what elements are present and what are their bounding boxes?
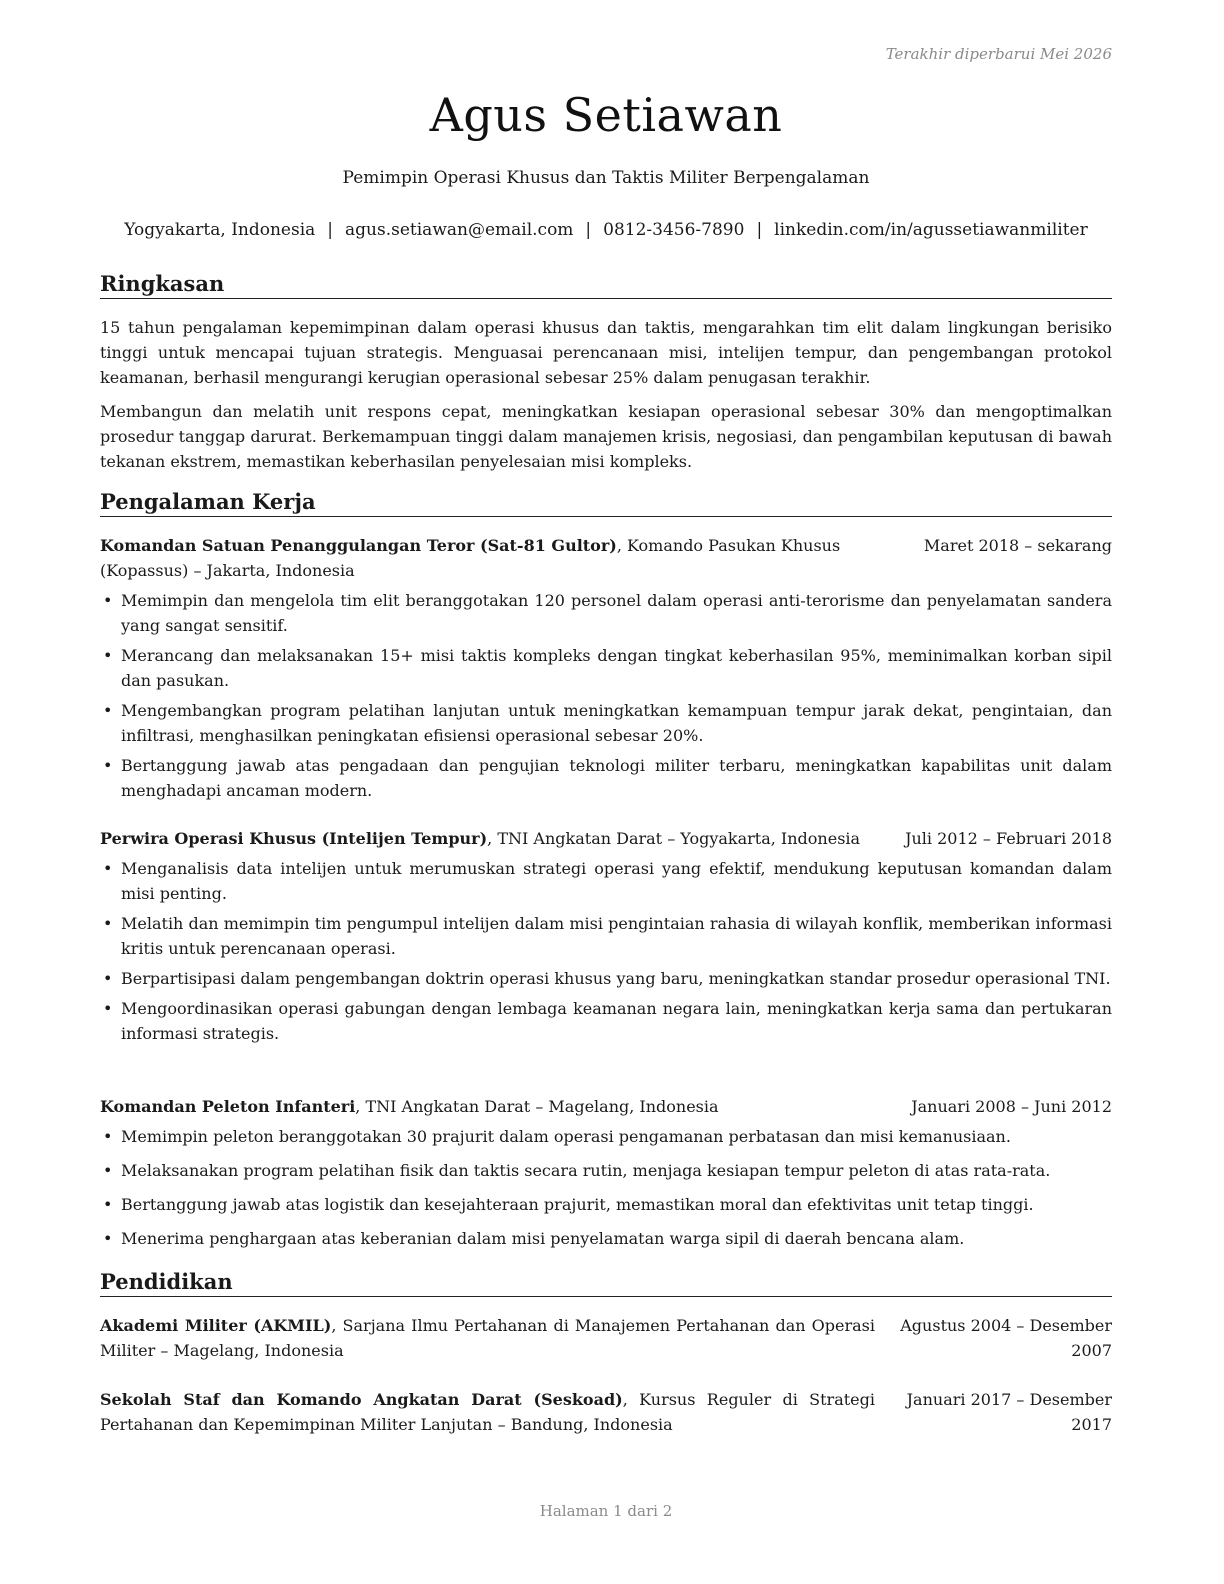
contact-phone: 0812-3456-7890 — [603, 220, 745, 240]
job-date: Juli 2012 – Februari 2018 — [905, 829, 1112, 848]
contact-line — [90, 220, 1122, 240]
contact-separator: | — [327, 220, 334, 240]
bullet-text: Bertanggung jawab atas logistik dan kesejahteraan prajurit, memastikan moral dan efektivitas unit tetap tinggi. — [121, 1195, 1034, 1214]
bullet-text: Menganalisis data intelijen untuk merumuskan strategi operasi yang efektif, mendukung keputusan komandan dalam misi penting. — [121, 859, 1112, 903]
summary-paragraph: 15 tahun pengalaman kepemimpinan dalam operasi khusus dan taktis, mengarahkan tim elit dalam lingkungan berisiko tinggi untuk mencapai tujuan strategis. Menguasai perencanaan misi, intelijen tempur, dan pengembangan protokol keamanan, berhasil mengurangi kerugian operasional sebesar 25% dalam penugasan terakhir. — [100, 318, 1112, 387]
contact-separator: | — [585, 220, 592, 240]
bullet-text: Melaksanakan program pelatihan fisik dan taktis secara rutin, menjaga kesiapan tempur peleton di atas rata-rata. — [121, 1161, 1051, 1180]
contact-location: Yogyakarta, Indonesia — [124, 220, 316, 240]
job-role: Komandan Satuan Penanggulangan Teror (Sat-81 Gultor) — [100, 536, 617, 555]
job-date: Maret 2018 – sekarang — [923, 536, 1112, 555]
resume-page — [100, 0, 1112, 1584]
contact-email[interactable]: agus.setiawan@email.com — [345, 220, 574, 240]
education-text — [100, 1313, 875, 1363]
education-date: Agustus 2004 – Desember 2007 — [900, 1316, 1112, 1360]
bullet-icon: • — [103, 646, 113, 665]
job-bullets — [100, 1124, 1112, 1260]
page-number: Halaman 1 dari 2 — [539, 1502, 673, 1520]
bullet-icon: • — [103, 969, 113, 988]
job-organization: , TNI Angkatan Darat – Yogyakarta, Indonesia — [487, 829, 861, 848]
list-item — [100, 643, 1112, 693]
bullet-text: Memimpin peleton beranggotakan 30 prajurit dalam operasi pengamanan perbatasan dan misi kemanusiaan. — [121, 1127, 1011, 1146]
job-role: Perwira Operasi Khusus (Intelijen Tempur) — [100, 829, 488, 848]
education-text — [100, 1387, 875, 1437]
candidate-tagline: Pemimpin Operasi Khusus dan Taktis Militer Berpengalaman — [342, 168, 870, 188]
education-school: Akademi Militer (AKMIL) — [100, 1316, 332, 1335]
last-updated: Terakhir diperbarui Mei 2026 — [885, 45, 1112, 63]
bullet-text: Melatih dan memimpin tim pengumpul intelijen dalam misi pengintaian rahasia di wilayah konflik, memberikan informasi kritis untuk perencanaan operasi. — [121, 914, 1112, 958]
job-header — [100, 826, 1112, 851]
job-organization: , TNI Angkatan Darat – Magelang, Indonesia — [355, 1097, 719, 1116]
bullet-text: Mengoordinasikan operasi gabungan dengan lembaga keamanan negara lain, meningkatkan kerja sama dan pertukaran informasi strategis. — [121, 999, 1112, 1043]
list-item — [100, 1226, 1112, 1251]
bullet-text: Berpartisipasi dalam pengembangan doktrin operasi khusus yang baru, meningkatkan standar prosedur operasional TNI. — [121, 969, 1111, 988]
job-organization: , Komando Pasukan Khusus (Kopassus) – Jakarta, Indonesia — [100, 536, 841, 580]
contact-linkedin[interactable]: linkedin.com/in/agussetiawanmiliter — [774, 220, 1088, 240]
list-item — [100, 588, 1112, 638]
bullet-icon: • — [103, 756, 113, 775]
bullet-icon: • — [103, 859, 113, 878]
job-header — [100, 1094, 1112, 1119]
bullet-text: Memimpin dan mengelola tim elit beranggotakan 120 personel dalam operasi anti-terorisme dan penyelamatan sandera yang sangat sensitif. — [121, 591, 1112, 635]
bullet-text: Bertanggung jawab atas pengadaan dan pengujian teknologi militer terbaru, meningkatkan kapabilitas unit dalam menghadapi ancaman modern. — [121, 756, 1112, 800]
job-bullets — [100, 588, 1112, 808]
list-item — [100, 856, 1112, 906]
list-item — [100, 996, 1112, 1046]
job-role: Komandan Peleton Infanteri — [100, 1097, 356, 1116]
bullet-icon: • — [103, 1229, 113, 1248]
education-school: Sekolah Staf dan Komando Angkatan Darat (Seskoad) — [100, 1390, 623, 1409]
bullet-icon: • — [103, 914, 113, 933]
bullet-icon: • — [103, 1161, 113, 1180]
bullet-icon: • — [103, 999, 113, 1018]
contact-separator: | — [756, 220, 763, 240]
job-date: Januari 2008 – Juni 2012 — [911, 1097, 1112, 1116]
section-title-education: Pendidikan — [100, 1268, 1112, 1297]
list-item — [100, 1192, 1112, 1217]
list-item — [100, 1158, 1112, 1183]
candidate-name: Agus Setiawan — [429, 88, 783, 142]
list-item — [100, 698, 1112, 748]
education-item — [100, 1313, 1112, 1363]
section-title-experience: Pengalaman Kerja — [100, 488, 1112, 517]
section-title-summary: Ringkasan — [100, 270, 1112, 299]
education-detail: , Kursus Reguler di Strategi Pertahanan dan Kepemimpinan Militer Lanjutan – Bandung, Indonesia — [100, 1390, 876, 1434]
list-item — [100, 753, 1112, 803]
bullet-icon: • — [103, 701, 113, 720]
summary-paragraph: Membangun dan melatih unit respons cepat, meningkatkan kesiapan operasional sebesar 30% dan mengoptimalkan prosedur tanggap darurat. Berkemampuan tinggi dalam manajemen krisis, negosiasi, dan pengambilan keputusan di bawah tekanan ekstrem, memastikan keberhasilan penyelesaian misi kompleks. — [100, 402, 1112, 471]
bullet-icon: • — [103, 1195, 113, 1214]
bullet-text: Merancang dan melaksanakan 15+ misi taktis kompleks dengan tingkat keberhasilan 95%, meminimalkan korban sipil dan pasukan. — [121, 646, 1112, 690]
job-header — [100, 533, 1112, 583]
bullet-icon: • — [103, 591, 113, 610]
bullet-text: Menerima penghargaan atas keberanian dalam misi penyelamatan warga sipil di daerah bencana alam. — [121, 1229, 965, 1248]
education-date: Januari 2017 – Desember 2017 — [906, 1390, 1112, 1434]
list-item — [100, 966, 1112, 991]
education-detail: , Sarjana Ilmu Pertahanan di Manajemen Pertahanan dan Operasi Militer – Magelang, Indonesia — [100, 1316, 876, 1360]
job-bullets — [100, 856, 1112, 1051]
education-item — [100, 1387, 1112, 1437]
bullet-text: Mengembangkan program pelatihan lanjutan untuk meningkatkan kemampuan tempur jarak dekat, pengintaian, dan infiltrasi, menghasilkan peningkatan efisiensi operasional sebesar 20%. — [121, 701, 1112, 745]
list-item — [100, 1124, 1112, 1149]
bullet-icon: • — [103, 1127, 113, 1146]
list-item — [100, 911, 1112, 961]
